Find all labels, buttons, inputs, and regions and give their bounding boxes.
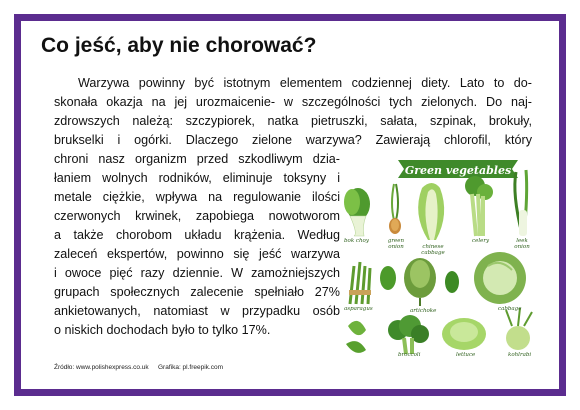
label-kohlrabi: kohlrabi: [508, 352, 532, 358]
asparagus-drawing: [349, 262, 371, 304]
banner-title: Green vegetables: [404, 164, 512, 177]
label-leek-onion: leek onion: [514, 238, 530, 250]
chinese-cabbage-drawing: [418, 183, 444, 240]
body-line: skonała okazja na jej urozmaicenie- w szczególności tych zielonych. Do naj-: [54, 95, 532, 109]
label-green-onion: green onion: [387, 238, 405, 250]
label-chinese-cabbage: chinese cabbage: [421, 244, 445, 256]
body-line: czerwonych krwinek, zapobiega nowotworom: [54, 209, 340, 223]
lettuce-drawing: [442, 318, 486, 350]
body-line: Warzywa powinny być istotnym elementem codziennej diety. Lato to do-: [78, 76, 532, 90]
label-cabbage: cabbage: [498, 306, 522, 312]
body-line: brukselki i ogórki. Dlaczego zielone warzywa? Zawierają chlorofil, który: [54, 133, 532, 147]
label-lettuce: lettuce: [456, 352, 476, 358]
green-vegetables-illustration: [340, 154, 540, 360]
label-broccoli: broccoli: [398, 352, 421, 358]
artichoke-drawing: [404, 258, 436, 306]
source-credit: Źródło: www.polishexpress.co.uk: [54, 364, 149, 371]
body-line: grupach społecznych zalecenie spełniało 27%: [54, 285, 340, 299]
body-line: chroni nasz organizm przed szkodliwym dzia-: [54, 152, 340, 166]
label-asparagus: asparagus: [344, 306, 373, 312]
body-line: łaniem wolnych rodników, eliminuje toksyny i: [54, 171, 340, 185]
body-line: i owoce pięć razy dziennie. W zamożniejszych: [54, 266, 340, 280]
label-bok-choy: bok choy: [344, 238, 369, 244]
leek-onion-drawing: [515, 170, 527, 236]
body-line: zdrowszych należą: szczypiorek, natka pietruszki, sałata, szpinak, brokuły,: [54, 114, 532, 128]
graphics-credit: Grafika: pl.freepik.com: [158, 364, 224, 371]
pea-pods-drawing: [346, 321, 366, 353]
cabbage-drawing: [474, 252, 526, 304]
broccoli-drawing: [388, 315, 429, 354]
celery-drawing: [465, 176, 493, 236]
body-line: a także chorobom układu krążenia. Według: [54, 228, 340, 242]
kohlrabi-drawing: [506, 308, 532, 350]
body-line: ankietowanych, natomiast w przypadku osób: [54, 304, 340, 318]
bok-choy-drawing: [344, 188, 370, 236]
body-line: o niskich dochodach było to tylko 17%.: [54, 323, 271, 337]
label-celery: celery: [472, 238, 490, 244]
body-line: zaleceń ekspertów, powinno się jeść warzywa: [54, 247, 340, 261]
green-onion-drawing: [389, 184, 401, 234]
label-artichoke: artichoke: [410, 308, 437, 314]
vegetables-drawing: [340, 154, 540, 360]
page-title: Co jeść, aby nie chorować?: [41, 34, 317, 57]
body-line: metale ciężkie, wpływa na regulowanie ilości: [54, 190, 340, 204]
